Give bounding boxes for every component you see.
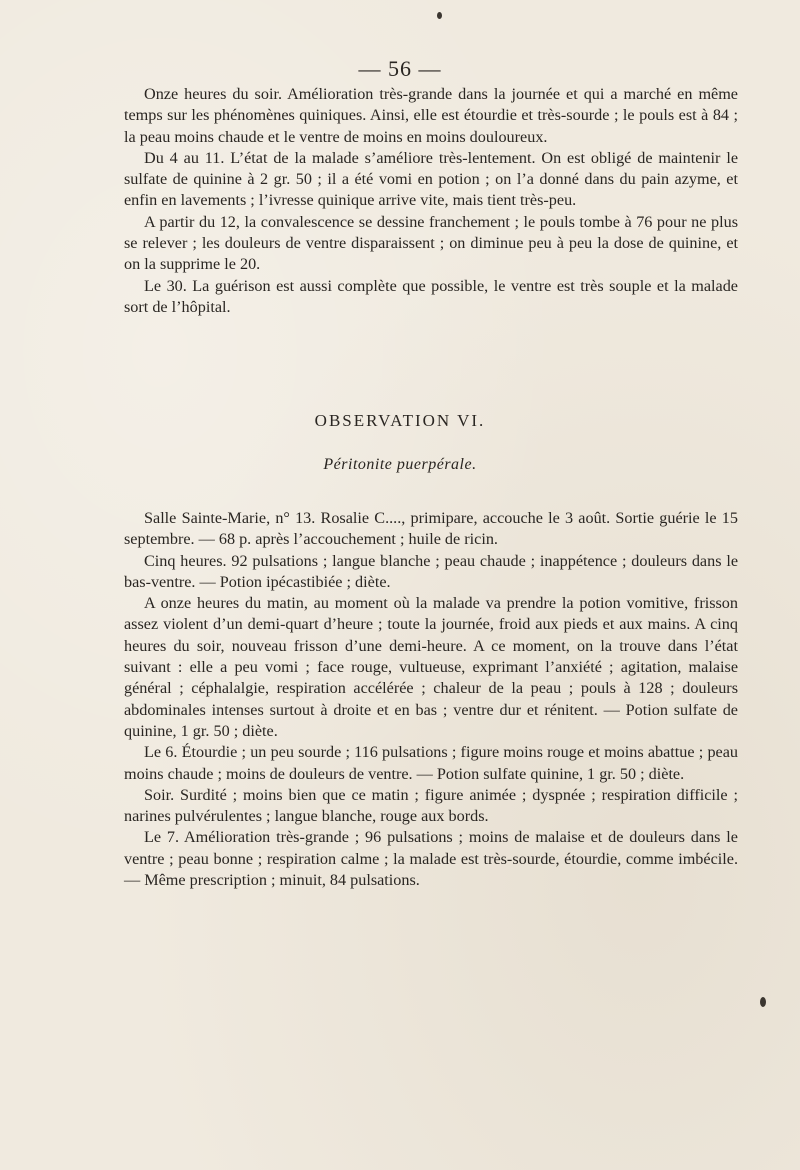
ink-speck-top [437, 12, 442, 19]
paragraph: A partir du 12, la convalescence se dessine franchement ; le pouls tombe à 76 pour ne plus se relever ; les douleurs de ventre disparaissent ; on diminue peu à peu la dose de quinine, et on la supprime le 20. [124, 212, 738, 274]
paragraph: Soir. Surdité ; moins bien que ce matin ; figure animée ; dyspnée ; respiration difficile ; narines pulvérulentes ; langue blanche, rouge aux bords. [124, 785, 738, 826]
section-title: OBSERVATION VI. [314, 411, 486, 430]
page-number: — 56 — [358, 56, 442, 81]
ink-speck-right [760, 997, 766, 1007]
paragraph: Le 30. La guérison est aussi complète que possible, le ventre est très souple et la malade sort de l’hôpital. [124, 276, 738, 316]
paragraph: Onze heures du soir. Amélioration très-grande dans la journée et qui a marché en même temps sur les phénomènes quiniques. Ainsi, elle est étourdie et très-sourde ; le pouls est à 84 ; la peau moins chaude et le ventre de moins en moins douloureux. [124, 85, 738, 146]
paragraph: Le 6. Étourdie ; un peu sourde ; 116 pulsations ; figure moins rouge et moins abattue ; peau moins chaude ; moins de douleurs de ventre. — Potion sulfate quinine, 1 gr. 50 ; diète. [124, 743, 738, 783]
section-subtitle: Péritonite puerpérale. [323, 456, 477, 473]
paragraph: Du 4 au 11. L’état de la malade s’améliore très-lentement. On est obligé de maintenir le sulfate de quinine à 2 gr. 50 ; il a été vomi en potion ; on l’a donné dans du pain azyme, et enfin en lavements ; l’ivresse quinique arrive vite, mais tient très-peu. [124, 148, 738, 210]
paragraph: Salle Sainte-Marie, n° 13. Rosalie C...., primipare, accouche le 3 août. Sortie guérie le 15 septembre. — 68 p. après l’accouchement ; huile de ricin. [124, 509, 738, 549]
paragraph: Le 7. Amélioration très-grande ; 96 pulsations ; moins de malaise et de douleurs dans le ventre ; peau bonne ; respiration calme ; la malade est très-sourde, étourdie, comme imbécile. — Même prescription ; minuit, 84 pulsations. [124, 828, 738, 890]
top-text-block [124, 84, 738, 318]
paragraph: A onze heures du matin, au moment où la malade va prendre la potion vomitive, frisson assez violent d’un demi-quart d’heure ; toute la journée, froid aux pieds et aux mains. A cinq heures du soir, nouveau frisson d’une demi-heure. A ce moment, on la trouve dans l’état suivant : elle a peu vomi ; face rouge, vultueuse, exprimant l’anxiété ; agitation, malaise général ; céphalalgie, respiration accélérée ; chaleur de la peau ; pouls à 128 ; douleurs abdominales intenses surtout à droite et en bas ; ventre dur et rénitent. — Potion sulfate de quinine, 1 gr. 50 ; diète. [124, 594, 738, 740]
paragraph: Cinq heures. 92 pulsations ; langue blanche ; peau chaude ; inappétence ; douleurs dans le bas-ventre. — Potion ipécastibiée ; diète. [124, 551, 738, 591]
bottom-text-block [124, 508, 738, 891]
